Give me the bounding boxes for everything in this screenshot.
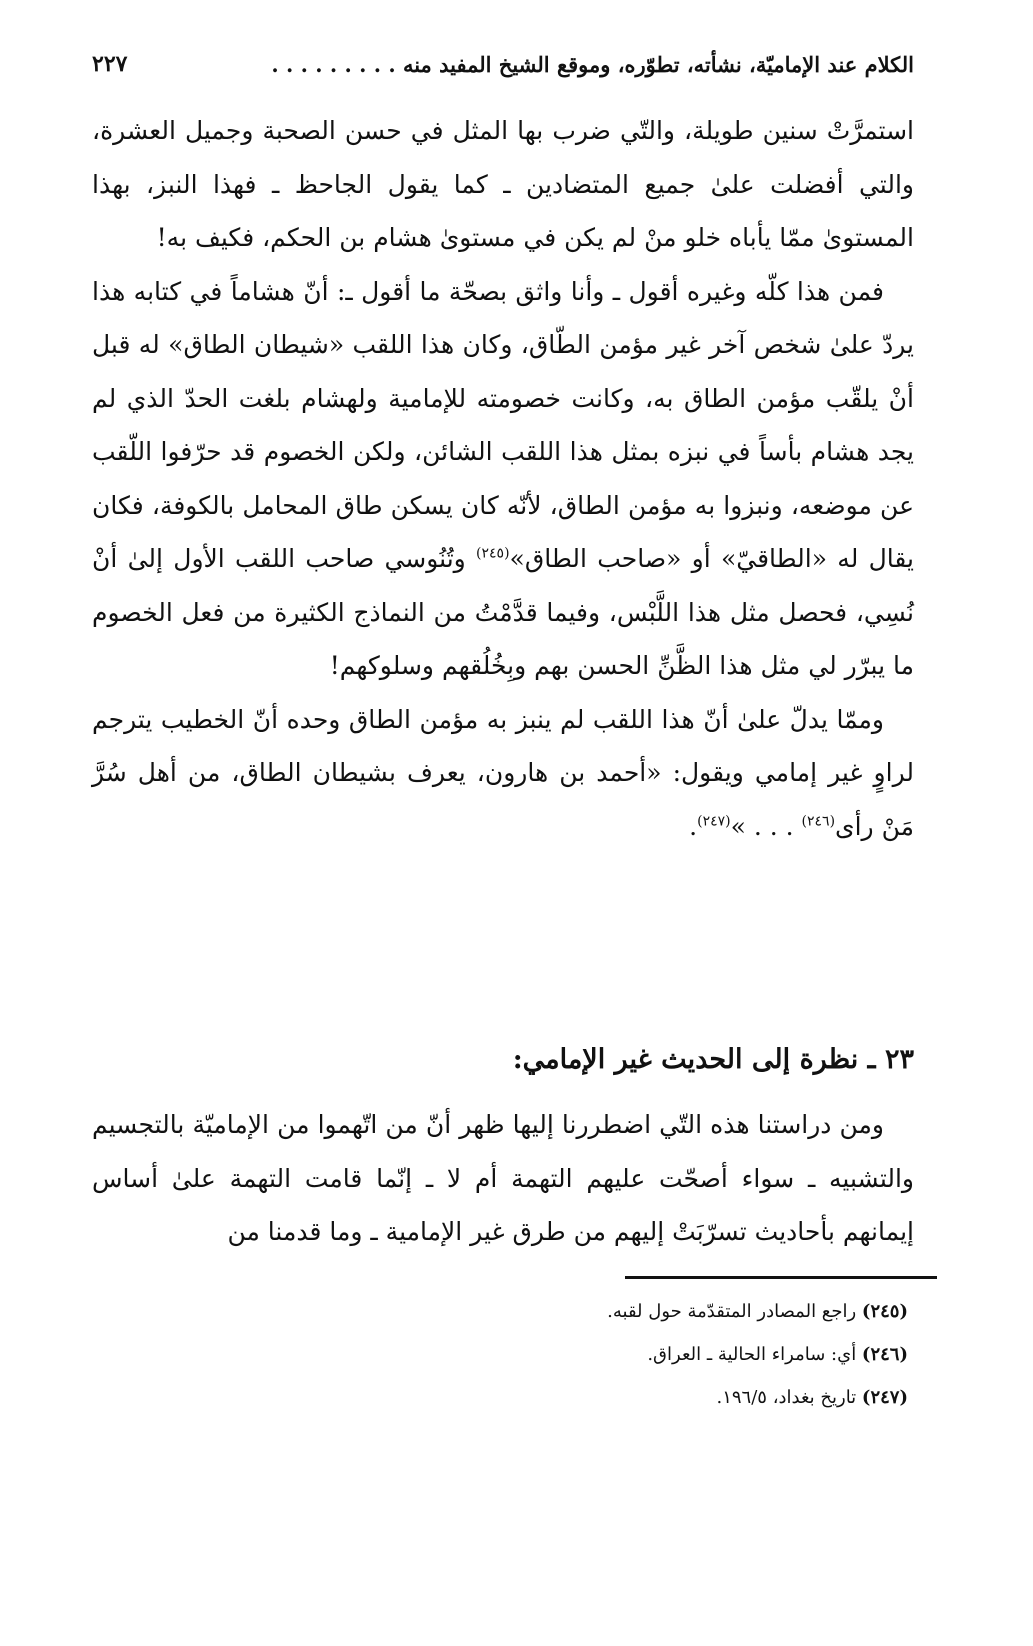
paragraph-2 xyxy=(92,265,914,693)
footnote-ref-247: (٢٤٧) xyxy=(697,813,731,830)
paragraph-3-text-end: . xyxy=(689,811,698,841)
footnotes xyxy=(92,1290,908,1419)
paragraph-3 xyxy=(92,693,914,854)
header-title: الكلام عند الإماميّة، نشأته، تطوّره، وموقع الشيخ المفيد منه . . . . . . . . . xyxy=(271,51,914,77)
footnote-number: (٢٤٧) xyxy=(861,1387,908,1408)
paragraph-2-text-a: فمن هذا كلّه وغيره أقول ـ وأنا واثق بصحّة ما أقول ـ: أنّ هشاماً في كتابه هذا يردّ علىٰ شخص آخر غير مؤمن الطّاق، وكان هذا اللقب «شيطان الطاق» له قبل أنْ يلقّب مؤمن الطاق به، وكانت خصومته للإمامية ولهشام بلغت الحدّ الذي لم يجد هشام بأساً في نبزه بمثل هذا اللقب الشائن، ولكن الخصوم قد حرّفوا اللّقب عن موضعه، ونبزوا به مؤمن الطاق، لأنّه كان يسكن طاق المحامل بالكوفة، فكان يقال له «الطاقيّ» أو «صاحب الطاق» xyxy=(92,276,915,573)
footnote-text: تاريخ بغداد، ١٩٦/٥. xyxy=(716,1387,862,1408)
section-heading: ٢٣ ـ نظرة إلى الحديث غير الإمامي: xyxy=(512,1044,914,1075)
paragraph-3-text-mid: . . . » xyxy=(730,811,802,841)
paragraph-3-text-a: وممّا يدلّ علىٰ أنّ هذا اللقب لم ينبز به مؤمن الطاق وحده أنّ الخطيب يترجم لراوٍ غير إمامي ويقول: «أحمد بن هارون، يعرف بشيطان الطاق، من أهل سُرَّ مَنْ رأى xyxy=(92,704,914,841)
page-number: ٢٢٧ xyxy=(92,51,128,77)
section-paragraph-1: ومن دراستنا هذه التّي اضطررنا إليها ظهر أنّ من اتّهموا من الإماميّة بالتجسيم والتشبيه ـ سواء أصحّت عليهم التهمة أم لا ـ إنّما قامت التهمة علىٰ أساس إيمانهم بأحاديث تسرّبَتْ إليهم من طرق غير الإمامية ـ وما قدمنا من xyxy=(92,1110,914,1246)
footnote-text: راجع المصادر المتقدّمة حول لقبه. xyxy=(607,1301,862,1322)
footnote-245 xyxy=(92,1290,908,1333)
paragraph-2-text-b: وتُنُوسي صاحب اللقب الأول إلىٰ أنْ نُسِي، فحصل مثل هذا اللَّبْس، وفيما قدَّمْتُ من النماذج الكثيرة من فعل الخصوم ما يبرّر لي مثل هذا الظَّنِّ الحسن بهم وبِخُلُقهم وسلوكهم! xyxy=(92,544,914,680)
footnote-text: أي: سامراء الحالية ـ العراق. xyxy=(647,1344,862,1365)
running-header xyxy=(92,44,914,84)
footnote-246 xyxy=(92,1333,908,1376)
footnote-247 xyxy=(92,1376,908,1419)
footnote-ref-246: (٢٤٦) xyxy=(801,813,836,830)
paragraph-1: استمرَّتْ سنين طويلة، والتّي ضرب بها المثل في حسن الصحبة وجميل العشرة، والتي أفضلت علىٰ جميع المتضادين ـ كما يقول الجاحظ ـ فهذا النبز، بهذا المستوىٰ ممّا يأباه خلو منْ لم يكن في مستوىٰ هشام بن الحكم، فكيف به! xyxy=(92,116,914,252)
footnote-separator xyxy=(625,1276,937,1279)
footnote-number: (٢٤٦) xyxy=(861,1344,908,1365)
body-text xyxy=(92,104,914,853)
footnote-number: (٢٤٥) xyxy=(861,1301,908,1322)
footnote-ref-245: (٢٤٥) xyxy=(476,545,510,562)
section-body-text xyxy=(92,1098,914,1259)
